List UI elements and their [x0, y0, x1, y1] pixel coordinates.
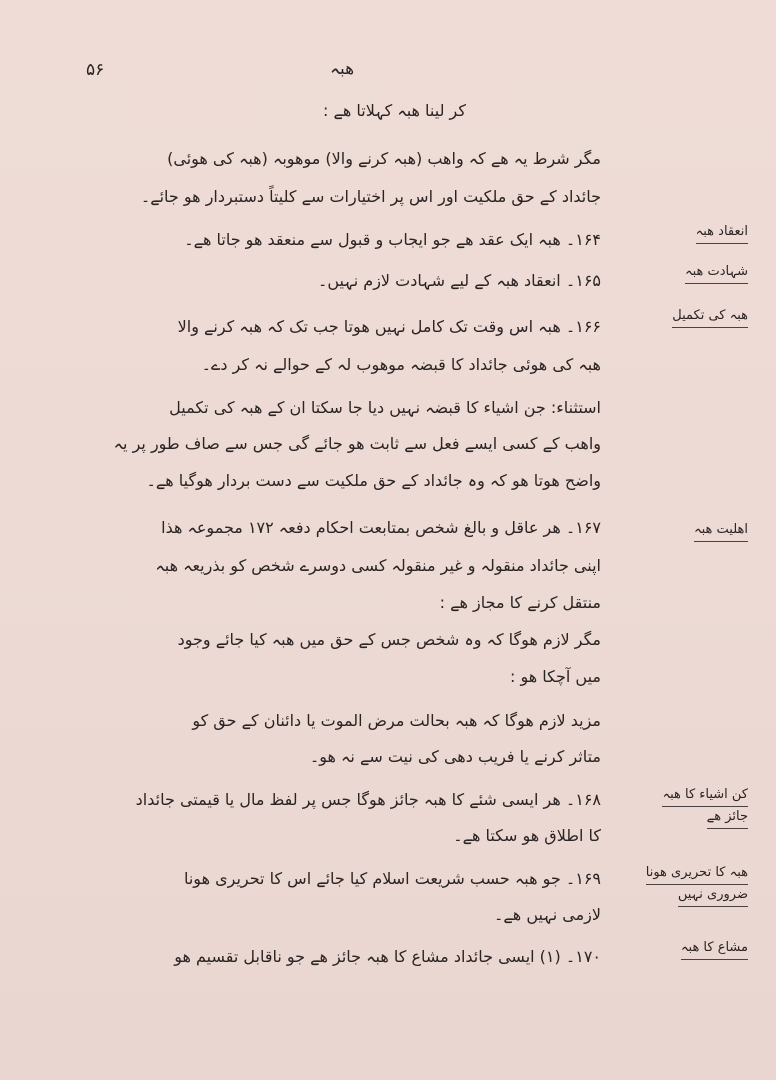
body-line: مزید لازم ھوگا کہ ھبہ بحالت مرض الموت یا دائنان کے حق کو — [192, 711, 601, 730]
body-line: جائداد کے حق ملکیت اور اس پر اختیارات سے کلیتاً دستبردار ھو جائے۔ — [140, 187, 601, 206]
body-line: میں آچکا ھو : — [510, 667, 601, 686]
body-line: ۱۶۵۔ انعقاد ھبہ کے لیے شہادت لازم نہیں۔ — [318, 271, 601, 290]
body-line: مگر لازم ھوگا کہ وہ شخص جس کے حق میں ھبہ کیا جائے وجود — [177, 630, 601, 649]
body-line: ۱۷۰۔ (۱) ایسی جائداد مشاع کا ھبہ جائز ھے جو ناقابل تقسیم ھو — [174, 947, 601, 966]
body-line: ۱۶۴۔ ھبہ ایک عقد ھے جو ایجاب و قبول سے منعقد ھو جاتا ھے۔ — [184, 230, 601, 249]
margin-note: کن اشیاء کا ھبہ جائز ھے — [662, 787, 748, 829]
body-line: کا اطلاق ھو سکتا ھے۔ — [453, 826, 601, 845]
body-line: مگر شرط یہ ھے کہ واھب (ھبہ کرنے والا) موھوبہ (ھبہ کی ھوئی) — [167, 149, 601, 168]
margin-note: شہادت ھبہ — [685, 264, 748, 284]
margin-note: ھبہ کی تکمیل — [672, 308, 748, 328]
body-line: لازمی نہیں ھے۔ — [494, 905, 601, 924]
margin-note: مشاع کا ھبہ — [681, 940, 748, 960]
body-line: ۱۶۸۔ ھر ایسی شئے کا ھبہ جائز ھوگا جس پر لفظ مال یا قیمتی جائداد — [135, 790, 601, 809]
body-line: متاثر کرنے یا فریب دھی کی نیت سے نہ ھو۔ — [309, 747, 601, 766]
margin-note: ھبہ کا تحریری ھونا ضروری نہیں — [646, 865, 748, 907]
body-line: استثناء: جن اشیاء کا قبضہ نہیں دیا جا سکتا ان کے ھبہ کی تکمیل — [169, 398, 601, 417]
body-line: ۱۶۹۔ جو ھبہ حسب شریعت اسلام کیا جائے اس کا تحریری ھونا — [183, 869, 601, 888]
body-line: ۱۶۷۔ ھر عاقل و بالغ شخص بمتابعت احکام دفعہ ۱۷۲ مجموعہ ھذا — [161, 518, 601, 537]
body-line: اپنی جائداد منقولہ و غیر منقولہ کسی دوسرے شخص کو بذریعہ ھبہ — [155, 556, 601, 575]
body-line: واضح ھوتا ھو کہ وہ جائداد کے حق ملکیت سے دست بردار ھوگیا ھے۔ — [146, 471, 601, 490]
margin-note: اھلیت ھبہ — [694, 522, 748, 542]
margin-note: انعقاد ھبہ — [696, 224, 748, 244]
body-line: منتقل کرنے کا مجاز ھے : — [439, 593, 601, 612]
body-line: ھبہ کی ھوئی جائداد کا قبضہ موھوب لہ کے حوالے نہ کر دے۔ — [201, 355, 601, 374]
body-line: کر لینا ھبہ کہلاتا ھے : — [323, 101, 466, 120]
page-header-title: ھبہ — [330, 59, 355, 79]
body-line: ۱۶۶۔ ھبہ اس وقت تک کامل نہیں ھوتا جب تک کہ ھبہ کرنے والا — [177, 317, 601, 336]
page-number: ۵۶ — [86, 60, 105, 80]
body-line: واھب کے کسی ایسے فعل سے ثابت ھو جائے گی جس سے صاف طور پر یہ — [113, 434, 601, 453]
